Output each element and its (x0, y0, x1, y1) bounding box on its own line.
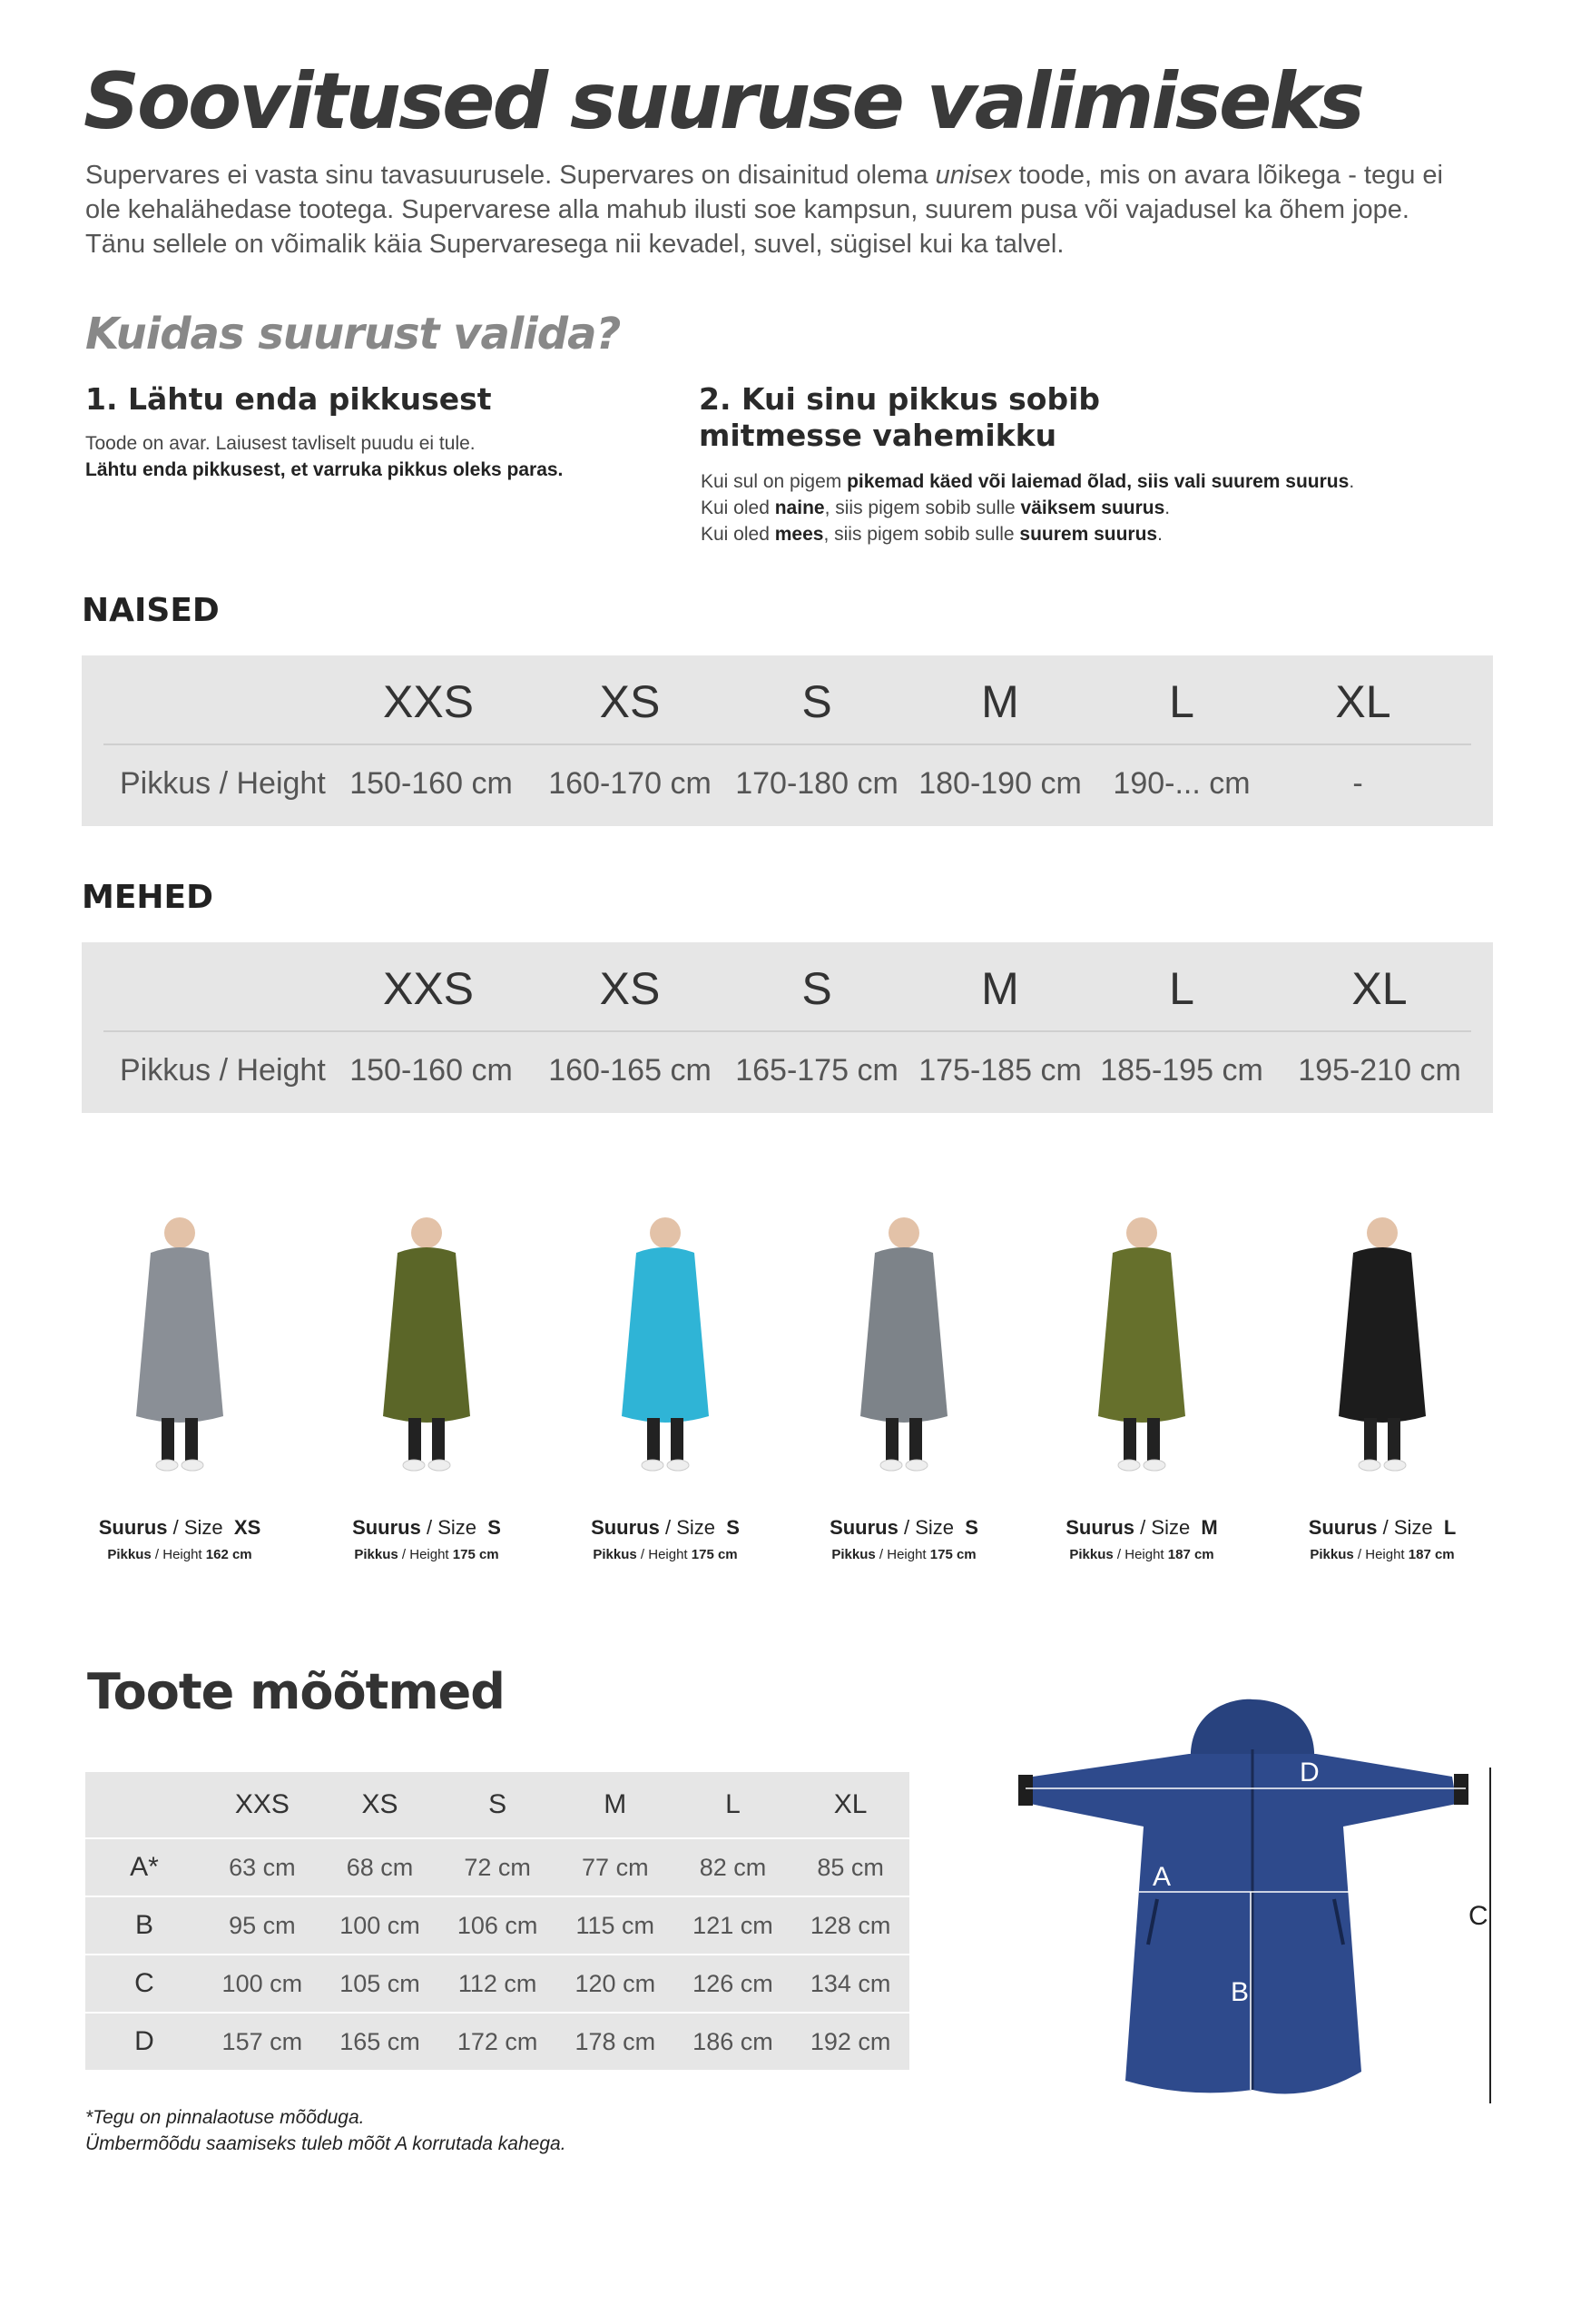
model-height-en: Height (887, 1547, 927, 1562)
women-height-5: - (1352, 766, 1363, 801)
model-right-shoe (182, 1460, 203, 1471)
women-size-4: L (1169, 676, 1194, 727)
step2-heading-line2: mitmesse vahemikku (699, 418, 1057, 453)
dim-row-label: B (85, 1896, 203, 1955)
model-card (1264, 1207, 1500, 1562)
step2-text (701, 468, 1354, 547)
model-head (889, 1217, 919, 1248)
model-right-shoe (667, 1460, 689, 1471)
label-a: A (1153, 1862, 1172, 1892)
model-size-en: Size (1393, 1516, 1433, 1539)
model-size-en: Size (183, 1516, 223, 1539)
model-figure-icon (363, 1207, 490, 1480)
men-size-2: S (801, 963, 832, 1014)
dim-cell: 128 cm (791, 1896, 909, 1955)
model-height-value: 187 cm (1408, 1547, 1455, 1562)
model-left-shoe (642, 1460, 663, 1471)
model-height-caption: Pikkus / Height 187 cm (1310, 1547, 1455, 1562)
men-label: MEHED (82, 879, 214, 916)
step2-heading-line1: 2. Kui sinu pikkus sobib (699, 381, 1101, 417)
step1-line1: Toode on avar. Laiusest tavliselt puudu ei tule. (85, 433, 476, 454)
model-size-word: Suurus (830, 1516, 899, 1539)
model-size-value: S (726, 1516, 740, 1539)
model-size-caption: Suurus / Size M (1065, 1516, 1218, 1539)
label-c: C (1468, 1901, 1488, 1931)
model-card (1024, 1207, 1260, 1562)
table-row (85, 2013, 909, 2071)
intro-line1-em: unisex (935, 161, 1012, 190)
model-height-word: Pikkus (593, 1547, 637, 1562)
dim-cell: 105 cm (321, 1955, 439, 2013)
men-size-5: XL (1351, 963, 1408, 1014)
model-card (547, 1207, 783, 1562)
model-height-word: Pikkus (107, 1547, 152, 1562)
step2-l1-a: Kui sul on pigem (701, 471, 848, 492)
women-size-table (82, 655, 1493, 826)
model-height-word: Pikkus (1310, 1547, 1354, 1562)
men-size-3: M (981, 963, 1019, 1014)
step2-l3-d: suurem suurus (1019, 524, 1158, 545)
model-robe (1339, 1247, 1426, 1423)
model-size-value: M (1201, 1516, 1218, 1539)
model-robe (383, 1247, 470, 1423)
dim-cell: 82 cm (674, 1838, 792, 1896)
jacket-diagram (962, 1690, 1525, 2108)
note-line2: Ümbermõõdu saamiseks tuleb mõõt A korrutada kahega. (85, 2133, 566, 2154)
women-size-0: XXS (382, 676, 475, 727)
dim-size-0: XXS (203, 1772, 321, 1838)
men-height-0: 150-160 cm (349, 1053, 513, 1088)
men-header-divider (103, 1030, 1471, 1032)
page-title: Soovitused suuruse valimiseks (83, 56, 1362, 147)
intro-text (85, 158, 1519, 261)
model-right-leg (185, 1418, 198, 1462)
model-size-caption: Suurus / Size S (352, 1516, 501, 1539)
model-head (411, 1217, 442, 1248)
model-right-leg (671, 1418, 683, 1462)
model-right-leg (1147, 1418, 1160, 1462)
model-card (786, 1207, 1022, 1562)
dimensions-table (85, 1772, 909, 2072)
men-size-1: XS (599, 963, 661, 1014)
model-height-value: 175 cm (452, 1547, 499, 1562)
model-height-caption: Pikkus / Height 175 cm (354, 1547, 499, 1562)
dim-cell: 165 cm (321, 2013, 439, 2071)
model-right-shoe (906, 1460, 928, 1471)
women-height-4: 190-... cm (1113, 766, 1251, 801)
table-row (85, 1896, 909, 1955)
model-left-leg (886, 1418, 899, 1462)
step2-l3-e: . (1157, 524, 1163, 545)
model-head (650, 1217, 681, 1248)
model-robe (136, 1247, 223, 1423)
dim-cell: 77 cm (556, 1838, 674, 1896)
model-size-word: Suurus (591, 1516, 660, 1539)
step2-l2-b: naine (774, 497, 825, 518)
model-left-shoe (1118, 1460, 1140, 1471)
dimensions-corner-cell (85, 1772, 203, 1838)
step2-l1-c: . (1349, 471, 1355, 492)
jacket-icon (1018, 1699, 1468, 2094)
step2-l3-c: , siis pigem sobib sulle (823, 524, 1020, 545)
model-right-shoe (428, 1460, 450, 1471)
model-right-leg (1388, 1418, 1400, 1462)
step2-l2-e: . (1164, 497, 1171, 518)
table-row (85, 1838, 909, 1896)
model-size-value: S (965, 1516, 978, 1539)
dimensions-note (85, 2104, 566, 2157)
step1-heading: 1. Lähtu enda pikkusest (85, 381, 492, 417)
dim-cell: 186 cm (674, 2013, 792, 2071)
model-height-en: Height (1124, 1547, 1164, 1562)
dim-cell: 100 cm (321, 1896, 439, 1955)
model-left-shoe (403, 1460, 425, 1471)
model-size-caption: Suurus / Size L (1308, 1516, 1457, 1539)
model-height-word: Pikkus (831, 1547, 876, 1562)
women-height-2: 170-180 cm (735, 766, 899, 801)
dim-cell: 95 cm (203, 1896, 321, 1955)
model-height-word: Pikkus (1069, 1547, 1114, 1562)
dim-cell: 172 cm (438, 2013, 556, 2071)
men-height-2: 165-175 cm (735, 1053, 899, 1088)
model-head (1126, 1217, 1157, 1248)
model-right-shoe (1144, 1460, 1165, 1471)
dim-cell: 120 cm (556, 1955, 674, 2013)
model-size-caption: Suurus / Size S (591, 1516, 740, 1539)
dim-cell: 68 cm (321, 1838, 439, 1896)
model-height-value: 175 cm (691, 1547, 738, 1562)
model-height-word: Pikkus (354, 1547, 398, 1562)
men-height-5: 195-210 cm (1298, 1053, 1461, 1088)
men-size-table (82, 942, 1493, 1113)
women-size-5: XL (1335, 676, 1391, 727)
model-height-en: Height (648, 1547, 688, 1562)
dim-size-5: XL (791, 1772, 909, 1838)
step2-l2-c: , siis pigem sobib sulle (824, 497, 1021, 518)
model-left-leg (1364, 1418, 1377, 1462)
men-height-4: 185-195 cm (1100, 1053, 1263, 1088)
model-size-value: S (487, 1516, 501, 1539)
dim-cell: 85 cm (791, 1838, 909, 1896)
model-height-en: Height (409, 1547, 449, 1562)
label-d: D (1300, 1758, 1320, 1787)
table-row (85, 1955, 909, 2013)
women-row-label: Pikkus / Height (120, 766, 326, 801)
dim-cell: 126 cm (674, 1955, 792, 2013)
label-b: B (1231, 1977, 1250, 2007)
step2-l1-b: pikemad käed või laiemad õlad, siis vali suurem suurus (847, 471, 1350, 492)
model-height-value: 175 cm (929, 1547, 977, 1562)
dim-cell: 63 cm (203, 1838, 321, 1896)
dimensions-title: Toote mõõtmed (87, 1663, 505, 1720)
model-head (1367, 1217, 1398, 1248)
model-height-caption: Pikkus / Height 162 cm (107, 1547, 252, 1562)
model-size-word: Suurus (1308, 1516, 1378, 1539)
dim-cell: 115 cm (556, 1896, 674, 1955)
jacket-right-cuff (1454, 1774, 1468, 1805)
model-left-shoe (1359, 1460, 1380, 1471)
model-size-caption: Suurus / Size XS (98, 1516, 261, 1539)
model-size-en: Size (915, 1516, 954, 1539)
women-height-3: 180-190 cm (918, 766, 1082, 801)
model-height-caption: Pikkus / Height 175 cm (593, 1547, 738, 1562)
model-height-en: Height (162, 1547, 202, 1562)
women-size-2: S (801, 676, 832, 727)
model-left-leg (1124, 1418, 1136, 1462)
dim-row-label: A* (85, 1838, 203, 1896)
step2-heading (699, 381, 1100, 454)
model-size-value: L (1443, 1516, 1457, 1539)
step1-text (85, 430, 563, 483)
men-height-1: 160-165 cm (548, 1053, 712, 1088)
dim-size-1: XS (321, 1772, 439, 1838)
men-size-0: XXS (382, 963, 475, 1014)
intro-line1-b: toode, mis on avara lõikega - tegu ei (1011, 161, 1443, 190)
intro-line2: ole kehalähedase tootega. Supervarese alla mahub ilusti soe kampsun, suurem pusa või vajadusel ka õhem jope. (85, 195, 1409, 224)
model-size-value: XS (233, 1516, 261, 1539)
intro-line3: Tänu sellele on võimalik käia Supervaresega nii kevadel, suvel, sügisel kui ka talvel. (85, 230, 1065, 259)
model-size-caption: Suurus / Size S (830, 1516, 978, 1539)
model-size-en: Size (437, 1516, 476, 1539)
model-size-word: Suurus (98, 1516, 168, 1539)
dim-cell: 157 cm (203, 2013, 321, 2071)
model-right-leg (909, 1418, 922, 1462)
dim-row-label: D (85, 2013, 203, 2071)
step1-line2: Lähtu enda pikkusest, et varruka pikkus oleks paras. (85, 459, 564, 480)
women-size-3: M (981, 676, 1019, 727)
women-height-0: 150-160 cm (349, 766, 513, 801)
model-robe (1098, 1247, 1185, 1423)
model-right-leg (432, 1418, 445, 1462)
model-figure-icon (602, 1207, 729, 1480)
dim-cell: 178 cm (556, 2013, 674, 2071)
model-size-en: Size (676, 1516, 715, 1539)
dim-cell: 121 cm (674, 1896, 792, 1955)
jacket-body (1030, 1754, 1457, 2094)
model-figure-icon (840, 1207, 967, 1480)
model-left-leg (647, 1418, 660, 1462)
dim-row-label: C (85, 1955, 203, 2013)
step2-l3-b: mees (774, 524, 824, 545)
guide-title: Kuidas suurust valida? (85, 309, 621, 359)
step2-l3-a: Kui oled (701, 524, 775, 545)
step2-l2-a: Kui oled (701, 497, 775, 518)
model-left-shoe (880, 1460, 902, 1471)
women-height-1: 160-170 cm (548, 766, 712, 801)
model-right-shoe (1384, 1460, 1406, 1471)
model-height-caption: Pikkus / Height 175 cm (831, 1547, 977, 1562)
women-size-1: XS (599, 676, 661, 727)
model-card (309, 1207, 545, 1562)
men-row-label: Pikkus / Height (120, 1053, 326, 1088)
model-size-word: Suurus (1065, 1516, 1135, 1539)
dim-cell: 100 cm (203, 1955, 321, 2013)
model-figure-icon (1078, 1207, 1205, 1480)
dim-cell: 72 cm (438, 1838, 556, 1896)
model-robe (860, 1247, 948, 1423)
dim-cell: 134 cm (791, 1955, 909, 2013)
men-size-4: L (1169, 963, 1194, 1014)
dim-size-3: M (556, 1772, 674, 1838)
dim-cell: 112 cm (438, 1955, 556, 2013)
model-figure-icon (1319, 1207, 1446, 1480)
dimensions-header-row (85, 1772, 909, 1838)
intro-line1-a: Supervares ei vasta sinu tavasuurusele. Supervares on disainitud olema (85, 161, 936, 190)
model-height-value: 162 cm (205, 1547, 252, 1562)
dim-cell: 192 cm (791, 2013, 909, 2071)
model-size-en: Size (1151, 1516, 1191, 1539)
model-size-word: Suurus (352, 1516, 421, 1539)
model-figure-icon (116, 1207, 243, 1480)
dim-size-2: S (438, 1772, 556, 1838)
dim-cell: 106 cm (438, 1896, 556, 1955)
model-robe (622, 1247, 709, 1423)
model-height-en: Height (1365, 1547, 1405, 1562)
model-height-caption: Pikkus / Height 187 cm (1069, 1547, 1214, 1562)
step2-l2-d: väiksem suurus (1020, 497, 1165, 518)
model-left-shoe (156, 1460, 178, 1471)
note-line1: *Tegu on pinnalaotuse mõõduga. (85, 2107, 365, 2128)
model-left-leg (162, 1418, 174, 1462)
men-height-3: 175-185 cm (918, 1053, 1082, 1088)
women-header-divider (103, 743, 1471, 745)
model-head (164, 1217, 195, 1248)
dim-size-4: L (674, 1772, 792, 1838)
jacket-left-cuff (1018, 1775, 1033, 1806)
model-card (62, 1207, 298, 1562)
model-height-value: 187 cm (1167, 1547, 1214, 1562)
model-left-leg (408, 1418, 421, 1462)
women-label: NAISED (82, 592, 220, 629)
